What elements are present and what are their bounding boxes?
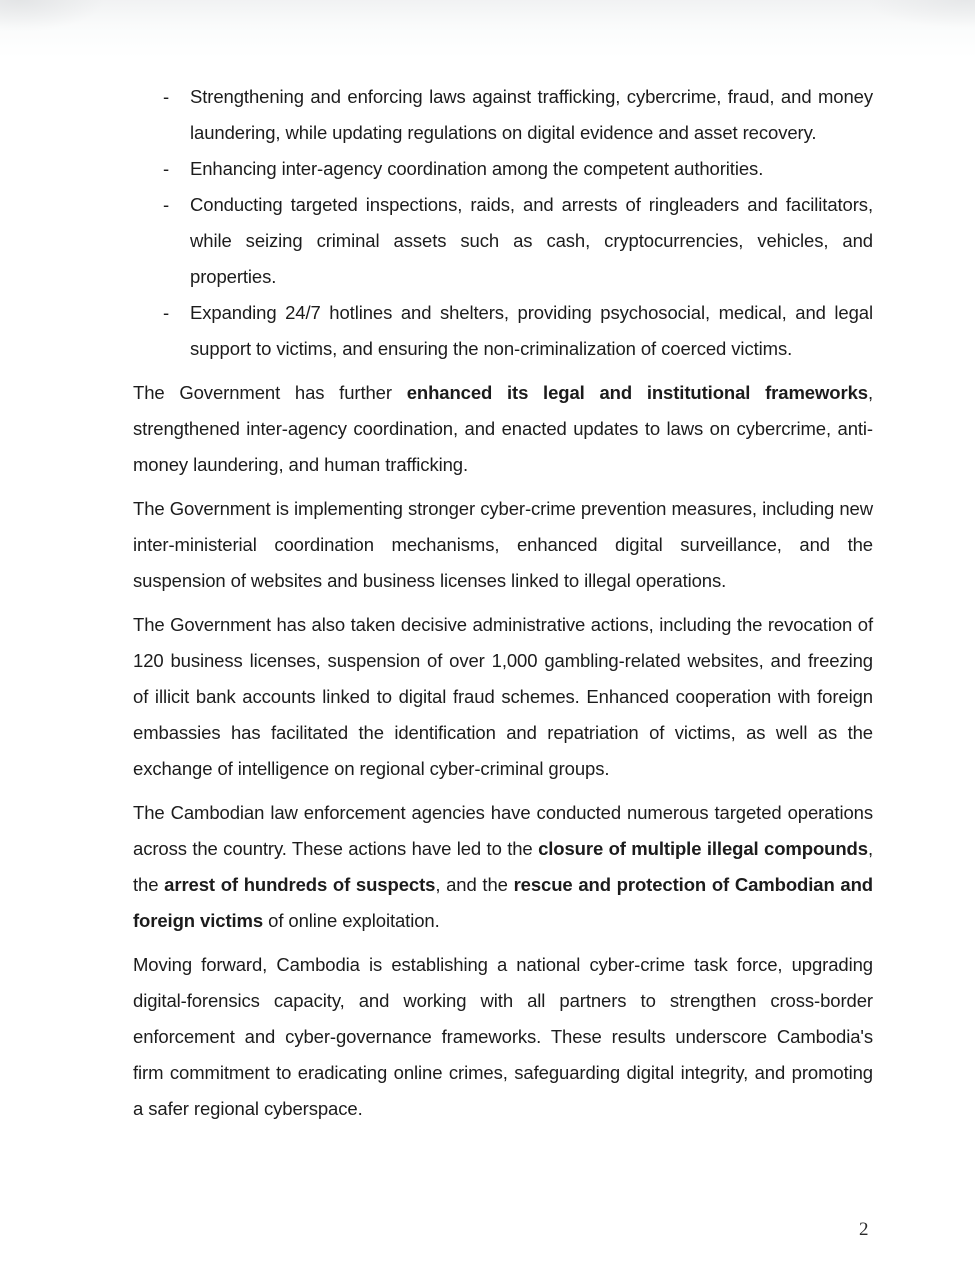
- document-content: [133, 79, 873, 1127]
- paragraph: [133, 607, 873, 787]
- bullet-marker: -: [163, 194, 170, 215]
- bold-text-run: rescue and protection of Cambodian and foreign victims: [133, 874, 873, 931]
- text-run: The Government has also taken decisive administrative actions, including the revocation of 120 business licenses, suspension of over 1,000 gambling-related websites, and freezing of illicit bank accounts linked to digital fraud schemes. Enhanced cooperation with foreign embassies has facilitated the identification and repatriation of victims, as well as the exchange of intelligence on regional cyber-criminal groups.: [133, 614, 873, 779]
- bullet-text: [190, 86, 873, 143]
- text-run: , and the: [435, 874, 514, 895]
- paragraph: [133, 795, 873, 939]
- page-number: 2: [859, 1219, 869, 1240]
- bullet-text: [190, 158, 763, 179]
- text-run: Enhancing inter-agency coordination among the competent authorities.: [190, 158, 764, 179]
- bold-text-run: closure of multiple illegal compounds: [538, 838, 868, 859]
- bullet-item: [133, 187, 873, 295]
- paragraph-list: [133, 375, 873, 1127]
- text-run: , strengthened inter-agency coordination, and enacted updates to laws on cybercrime, anti-money laundering, and human trafficking.: [133, 382, 873, 475]
- text-run: Conducting targeted inspections, raids, and arrests of ringleaders and facilitators, while seizing criminal assets such as cash, cryptocurrencies, vehicles, and properties.: [190, 194, 873, 287]
- bullet-item: [133, 79, 873, 151]
- text-run: The Government has further: [133, 382, 407, 403]
- text-run: Expanding 24/7 hotlines and shelters, providing psychosocial, medical, and legal support to victims, and ensuring the non-criminalization of coerced victims.: [190, 302, 873, 359]
- bullet-text: [190, 194, 873, 287]
- paragraph: [133, 375, 873, 483]
- bullet-item: [133, 295, 873, 367]
- bullet-marker: -: [163, 158, 170, 179]
- bullet-marker: -: [163, 86, 170, 107]
- bullet-list: [133, 79, 873, 367]
- text-run: Moving forward, Cambodia is establishing a national cyber-crime task force, upgrading digital-forensics capacity, and working with all partners to strengthen cross-border enforcement and cyber-governance frameworks. These results underscore Cambodia's firm commitment to eradicating online crimes, safeguarding digital integrity, and promoting a safer regional cyberspace.: [133, 954, 873, 1119]
- text-run: Strengthening and enforcing laws against trafficking, cybercrime, fraud, and money laundering, while updating regulations on digital evidence and asset recovery.: [190, 86, 873, 143]
- bold-text-run: enhanced its legal and institutional frameworks: [406, 382, 868, 403]
- bullet-item: [133, 151, 873, 187]
- text-run: The Cambodian law enforcement agencies have conducted numerous targeted operations across the country. These actions have led to the: [133, 802, 873, 859]
- scan-shadow-top: [0, 0, 975, 58]
- text-run: of online exploitation.: [263, 910, 440, 931]
- bold-text-run: arrest of hundreds of suspects: [164, 874, 436, 895]
- paragraph: [133, 491, 873, 599]
- text-run: , the: [133, 838, 873, 895]
- bullet-text: [190, 302, 873, 359]
- bullet-marker: -: [163, 302, 170, 323]
- paragraph: [133, 947, 873, 1127]
- text-run: The Government is implementing stronger cyber-crime prevention measures, including new inter-ministerial coordination mechanisms, enhanced digital surveillance, and the suspension of websites and business licenses linked to illegal operations.: [133, 498, 873, 591]
